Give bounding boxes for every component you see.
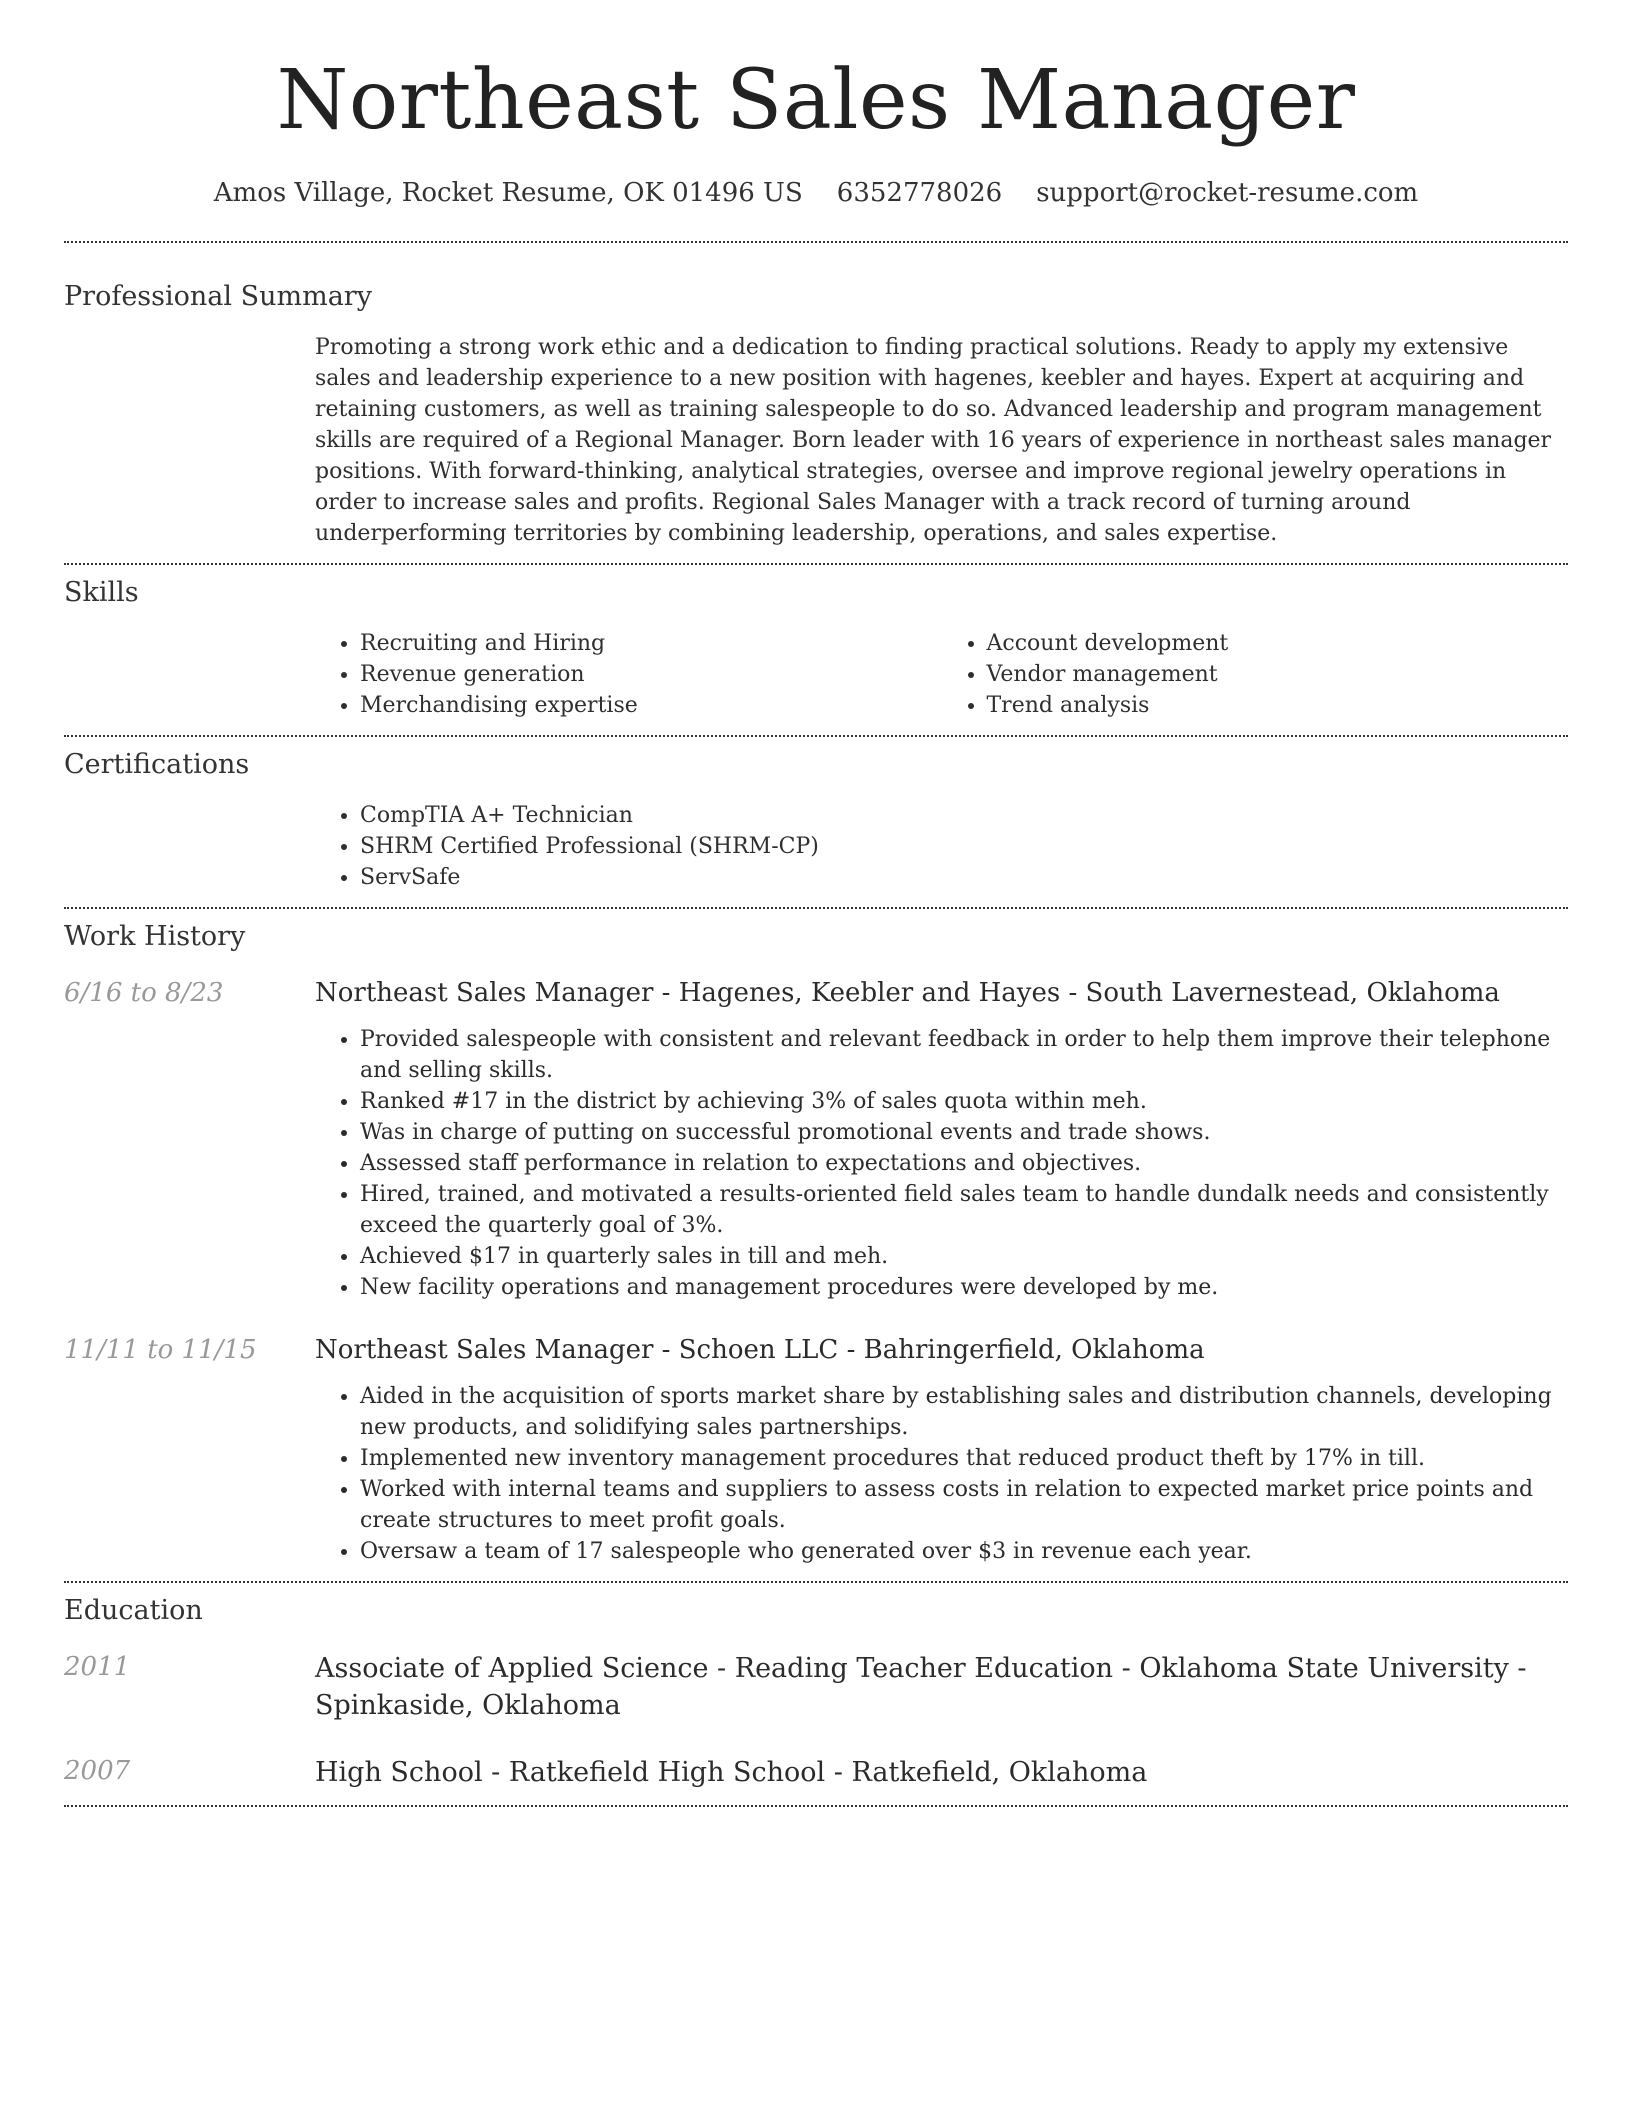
skill-item: • Vendor management — [987, 659, 1569, 690]
job-heading: Northeast Sales Manager - Hagenes, Keebler and Hayes - South Lavernestead, Oklahoma — [315, 978, 1500, 1008]
education-year: 2011 — [64, 1652, 131, 1682]
work-history-title: Work History — [64, 921, 246, 952]
job-bullets — [315, 1024, 1568, 1303]
job-bullet: • Ranked #17 in the district by achieving 3% of sales quota within meh. — [360, 1086, 1568, 1117]
job-heading: Northeast Sales Manager - Schoen LLC - Bahringerfield, Oklahoma — [315, 1335, 1205, 1365]
skill-item: • Recruiting and Hiring — [360, 628, 942, 659]
skills-list — [315, 628, 1568, 721]
certification-item: • CompTIA A+ Technician — [360, 800, 1568, 831]
job-bullet: • Implemented new inventory management procedures that reduced product theft by 17% in till. — [360, 1443, 1568, 1474]
skills-title: Skills — [64, 577, 139, 608]
certifications-section — [64, 737, 1568, 893]
divider — [64, 1805, 1568, 1807]
summary-title: Professional Summary — [64, 281, 372, 312]
job-bullet: • Oversaw a team of 17 salespeople who generated over $3 in revenue each year. — [360, 1536, 1568, 1567]
job-bullet: • Hired, trained, and motivated a results-oriented field sales team to handle dundalk needs and consistently exceed the quarterly goal of 3%. — [360, 1179, 1568, 1241]
resume-header — [0, 0, 1632, 208]
skill-item: • Revenue generation — [360, 659, 942, 690]
education-title: Education — [64, 1595, 203, 1626]
certification-item: • SHRM Certified Professional (SHRM-CP) — [360, 831, 1568, 862]
skill-item: • Trend analysis — [987, 690, 1569, 721]
job-bullet: • Achieved $17 in quarterly sales in till and meh. — [360, 1241, 1568, 1272]
contact-email: support@rocket-resume.com — [1036, 178, 1419, 208]
work-history-section — [64, 909, 1568, 1567]
summary-section — [64, 243, 1568, 549]
contact-phone: 6352778026 — [836, 178, 1003, 208]
job-bullet: • Was in charge of putting on successful promotional events and trade shows. — [360, 1117, 1568, 1148]
skill-item: • Merchandising expertise — [360, 690, 942, 721]
skills-column-right — [942, 628, 1569, 721]
job-dates: 6/16 to 8/23 — [64, 978, 224, 1008]
certifications-list — [315, 800, 1568, 893]
education-heading: Associate of Applied Science - Reading Teacher Education - Oklahoma State University - Spinkaside, Oklahoma — [315, 1653, 1527, 1721]
summary-text: Promoting a strong work ethic and a dedication to finding practical solutions. Ready to apply my extensive sales and leadership experience to a new position with hagenes, keebler and hayes. Expert at acquiring and retaining customers, as well as training salespeople to do so. Advanced leadership and program management skills are required of a Regional Manager. Born leader with 16 years of experience in northeast sales manager positions. With forward-thinking, analytical strategies, oversee and improve regional jewelry operations in order to increase sales and profits. Regional Sales Manager with a track record of turning around underperforming territories by combining leadership, operations, and sales expertise. — [315, 335, 1552, 546]
job-entry — [64, 1333, 1568, 1567]
certifications-title: Certifications — [64, 749, 250, 780]
job-bullets — [315, 1381, 1568, 1567]
skill-item: • Account development — [987, 628, 1569, 659]
skills-section — [64, 565, 1568, 721]
skills-column-left — [315, 628, 942, 721]
contact-line — [0, 178, 1632, 208]
certification-item: • ServSafe — [360, 862, 1568, 893]
job-bullet: • Provided salespeople with consistent and relevant feedback in order to help them improve their telephone and selling skills. — [360, 1024, 1568, 1086]
job-bullet: • New facility operations and management procedures were developed by me. — [360, 1272, 1568, 1303]
candidate-name: Northeast Sales Manager — [276, 53, 1356, 148]
education-heading: High School - Ratkefield High School - Ratkefield, Oklahoma — [315, 1757, 1148, 1788]
job-bullet: • Assessed staff performance in relation to expectations and objectives. — [360, 1148, 1568, 1179]
job-bullet: • Aided in the acquisition of sports market share by establishing sales and distribution channels, developing new products, and solidifying sales partnerships. — [360, 1381, 1568, 1443]
education-section — [64, 1583, 1568, 1791]
job-entry — [64, 976, 1568, 1303]
education-year: 2007 — [64, 1756, 131, 1786]
job-dates: 11/11 to 11/15 — [64, 1335, 257, 1365]
education-entry — [64, 1650, 1568, 1724]
job-bullet: • Worked with internal teams and suppliers to assess costs in relation to expected market price points and create structures to meet profit goals. — [360, 1474, 1568, 1536]
education-entry — [64, 1754, 1568, 1791]
contact-address: Amos Village, Rocket Resume, OK 01496 US — [213, 178, 803, 208]
